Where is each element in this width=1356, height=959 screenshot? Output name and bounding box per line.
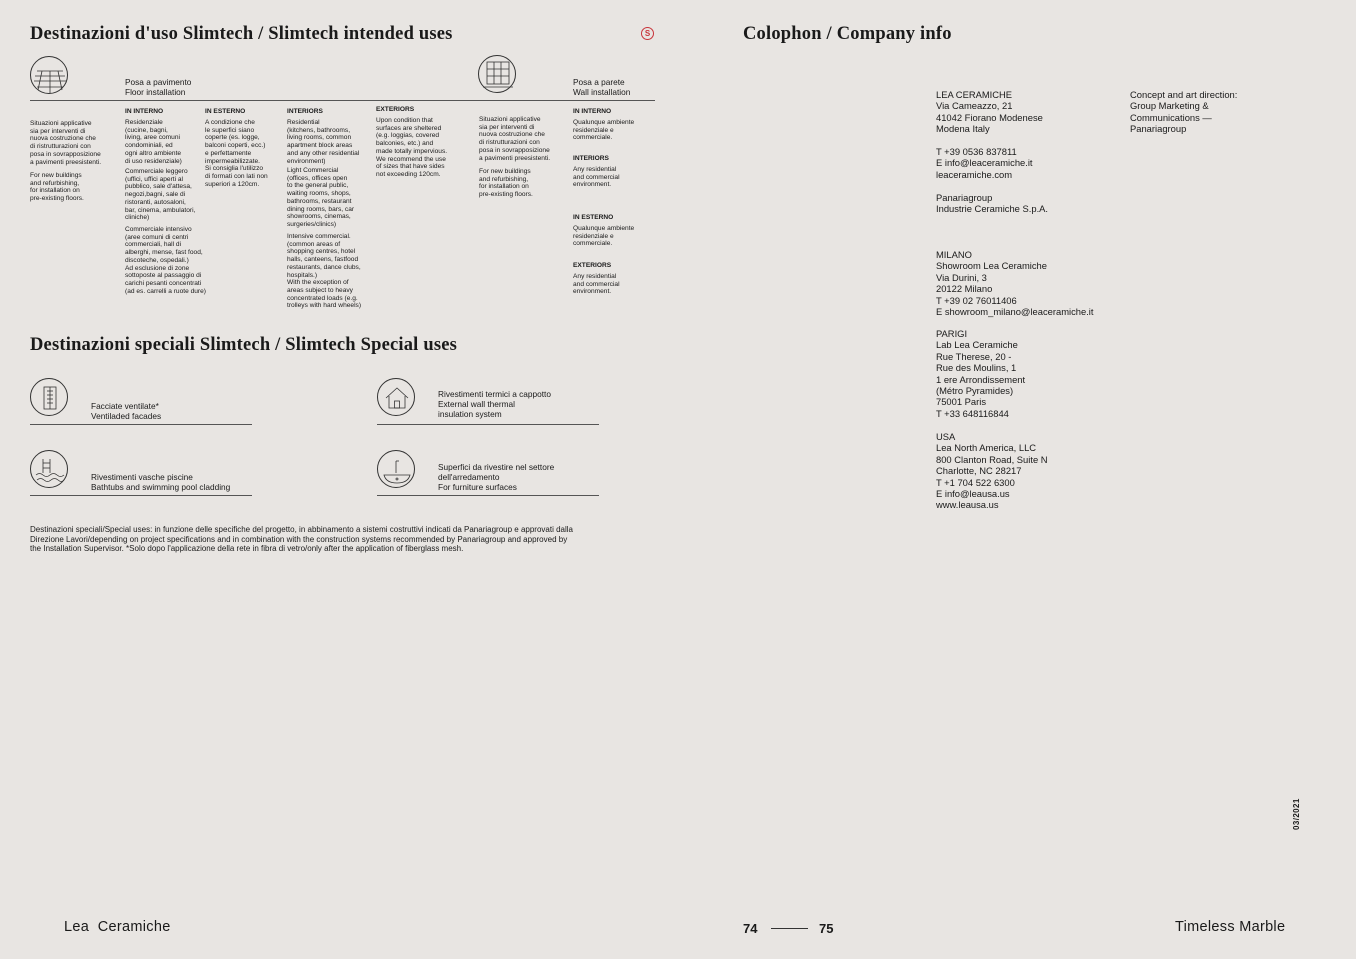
- floor-in-esterno-text: A condizione che le superfici siano coperte (es. logge, balconi coperti, ecc.) e perfettamente impermeabilizzate. Si consiglia l'utilizzo di formati con lati non superiori a 120cm.: [205, 119, 268, 188]
- wall-installation-label: Posa a parete Wall installation: [573, 77, 631, 97]
- showroom-milano: MILANO Showroom Lea Ceramiche Via Durini, 3 20122 Milano T +39 02 76011406 E showroom_milano@leaceramiche.it: [936, 249, 1094, 318]
- wall-in-interno-head: IN INTERNO: [573, 108, 612, 115]
- wall-interiors-text: Any residential and commercial environment.: [573, 166, 620, 189]
- slimtech-logo: [641, 27, 654, 40]
- footer-brand: Lea Ceramiche: [64, 919, 171, 935]
- title-intended-uses: Destinazioni d'uso Slimtech / Slimtech intended uses: [30, 24, 453, 44]
- floor-in-esterno-head: IN ESTERNO: [205, 108, 246, 115]
- floor-desc-en: For new buildings and refurbishing, for installation on pre-existing floors.: [30, 172, 84, 203]
- floor-interiors-1: Residential (kitchens, bathrooms, living rooms, common apartment block areas and any other residential environment): [287, 119, 360, 165]
- floor-interiors-3: Intensive commercial. (common areas of shopping centres, hotel halls, canteens, fastfood restaurants, dance clubs, hospitals.) With the exception of areas subject to heavy concentrated loads (e.g. trolleys with hard wheels): [287, 233, 362, 310]
- concept-credits: Concept and art direction: Group Marketing & Communications — Panariagroup: [1130, 89, 1238, 135]
- special-label-facades: Facciate ventilate* Ventiladed facades: [91, 401, 162, 421]
- wall-in-interno-text: Qualunque ambiente residenziale e commerciale.: [573, 119, 635, 142]
- date-code: 03/2021: [1292, 798, 1301, 830]
- floor-exteriors-head: EXTERIORS: [376, 106, 415, 113]
- special-label-insulation: Rivestimenti termici a cappotto External wall thermal insulation system: [438, 389, 551, 419]
- special-rule: [30, 495, 252, 496]
- company-address: LEA CERAMICHE Via Cameazzo, 21 41042 Fiorano Modenese Modena Italy: [936, 89, 1043, 135]
- floor-interiors-2: Light Commercial (offices, offices open to the general public, waiting rooms, shops, bathrooms, restaurant dining rooms, bars, car showrooms, cinemas, surgeries/clinics): [287, 167, 355, 228]
- page-number-right: 75: [819, 921, 834, 936]
- wall-in-esterno-head: IN ESTERNO: [573, 214, 614, 221]
- floor-in-interno-1: Residenziale (cucine, bagni, living, aree comuni condominiali, ed ogni altro ambiente di uso residenziale): [125, 119, 182, 165]
- table-divider: [30, 100, 655, 101]
- wall-desc-it: Situazioni applicative sia per interventi di nuova costruzione che di ristrutturazioni con posa in sovrapposizione a pavimenti preesistenti.: [479, 116, 551, 162]
- floor-exteriors-text: Upon condition that surfaces are sheltered (e.g. loggias, covered balconies, etc.) and made totally impervious. We recommend the use of sizes that have sides not exceeding 120cm.: [376, 117, 448, 178]
- footer-collection: Timeless Marble: [1175, 919, 1286, 935]
- floor-in-interno-3: Commerciale intensivo (aree comuni di centri commerciali, hall di alberghi, mense, fast food, discoteche, ospedali.) Ad esclusione di zone sottoposte al passaggio di carichi pesanti concentrati (ad es. carrelli a ruote dure): [125, 226, 206, 295]
- special-uses-footnote: Destinazioni speciali/Special uses: in funzione delle specifiche del progetto, in abbinamento a sistemi costruttivi indicati da Panariagroup e approvati dalla Direzione Lavori/depending on project specifications and in combination with the construction systems recommended by Panariagroup and approved by the Installation Supervisor. *Solo dopo l'applicazione della rete in fibra di vetro/only after the application of fiberglass mesh.: [30, 525, 573, 554]
- office-usa: USA Lea North America, LLC 800 Clanton Road, Suite N Charlotte, NC 28217 T +1 704 522 6300 E info@leausa.us www.leausa.us: [936, 431, 1048, 511]
- lab-parigi: PARIGI Lab Lea Ceramiche Rue Therese, 20 - Rue des Moulins, 1 1 ere Arrondissement (Métro Pyramides) 75001 Paris T +33 648116844: [936, 328, 1026, 419]
- floor-in-interno-head: IN INTERNO: [125, 108, 164, 115]
- page-number-divider: [771, 928, 808, 929]
- floor-in-interno-2: Commerciale leggero (uffici, uffici aperti al pubblico, sale d'attesa, negozi,bagni, sale di ristoranti, autosaloni, bar, cinema, ambulatori, cliniche): [125, 168, 196, 222]
- title-colophon: Colophon / Company info: [743, 24, 952, 44]
- title-special-uses: Destinazioni speciali Slimtech / Slimtech Special uses: [30, 335, 458, 355]
- wall-exteriors-head: EXTERIORS: [573, 262, 612, 269]
- page-number-left: 74: [743, 921, 758, 936]
- floor-interiors-head: INTERIORS: [287, 108, 323, 115]
- wall-interiors-head: INTERIORS: [573, 155, 609, 162]
- floor-installation-label: Posa a pavimento Floor installation: [125, 77, 192, 97]
- sink-icon: [377, 450, 415, 488]
- floor-grid-icon: [30, 56, 68, 94]
- wall-desc-en: For new buildings and refurbishing, for installation on pre-existing floors.: [479, 168, 533, 199]
- wall-in-esterno-text: Qualunque ambiente residenziale e commerciale.: [573, 225, 635, 248]
- logo-letter: S: [644, 29, 651, 38]
- wall-exteriors-text: Any residential and commercial environment.: [573, 273, 620, 296]
- wall-grid-icon: [478, 55, 516, 93]
- house-icon: [377, 378, 415, 416]
- special-label-pools: Rivestimenti vasche piscine Bathtubs and swimming pool cladding: [91, 472, 231, 492]
- special-rule: [377, 495, 599, 496]
- floor-desc-it: Situazioni applicative sia per interventi di nuova costruzione che di ristrutturazioni con posa in sovrapposizione a pavimenti preesistenti.: [30, 120, 102, 166]
- company-contacts: T +39 0536 837811 E info@leaceramiche.it leaceramiche.com: [936, 146, 1033, 180]
- building-icon: [30, 378, 68, 416]
- special-label-furniture: Superfici da rivestire nel settore dell'arredamento For furniture surfaces: [438, 462, 555, 492]
- special-rule: [30, 424, 252, 425]
- company-group: Panariagroup Industrie Ceramiche S.p.A.: [936, 192, 1049, 215]
- pool-icon: [30, 450, 68, 488]
- special-rule: [377, 424, 599, 425]
